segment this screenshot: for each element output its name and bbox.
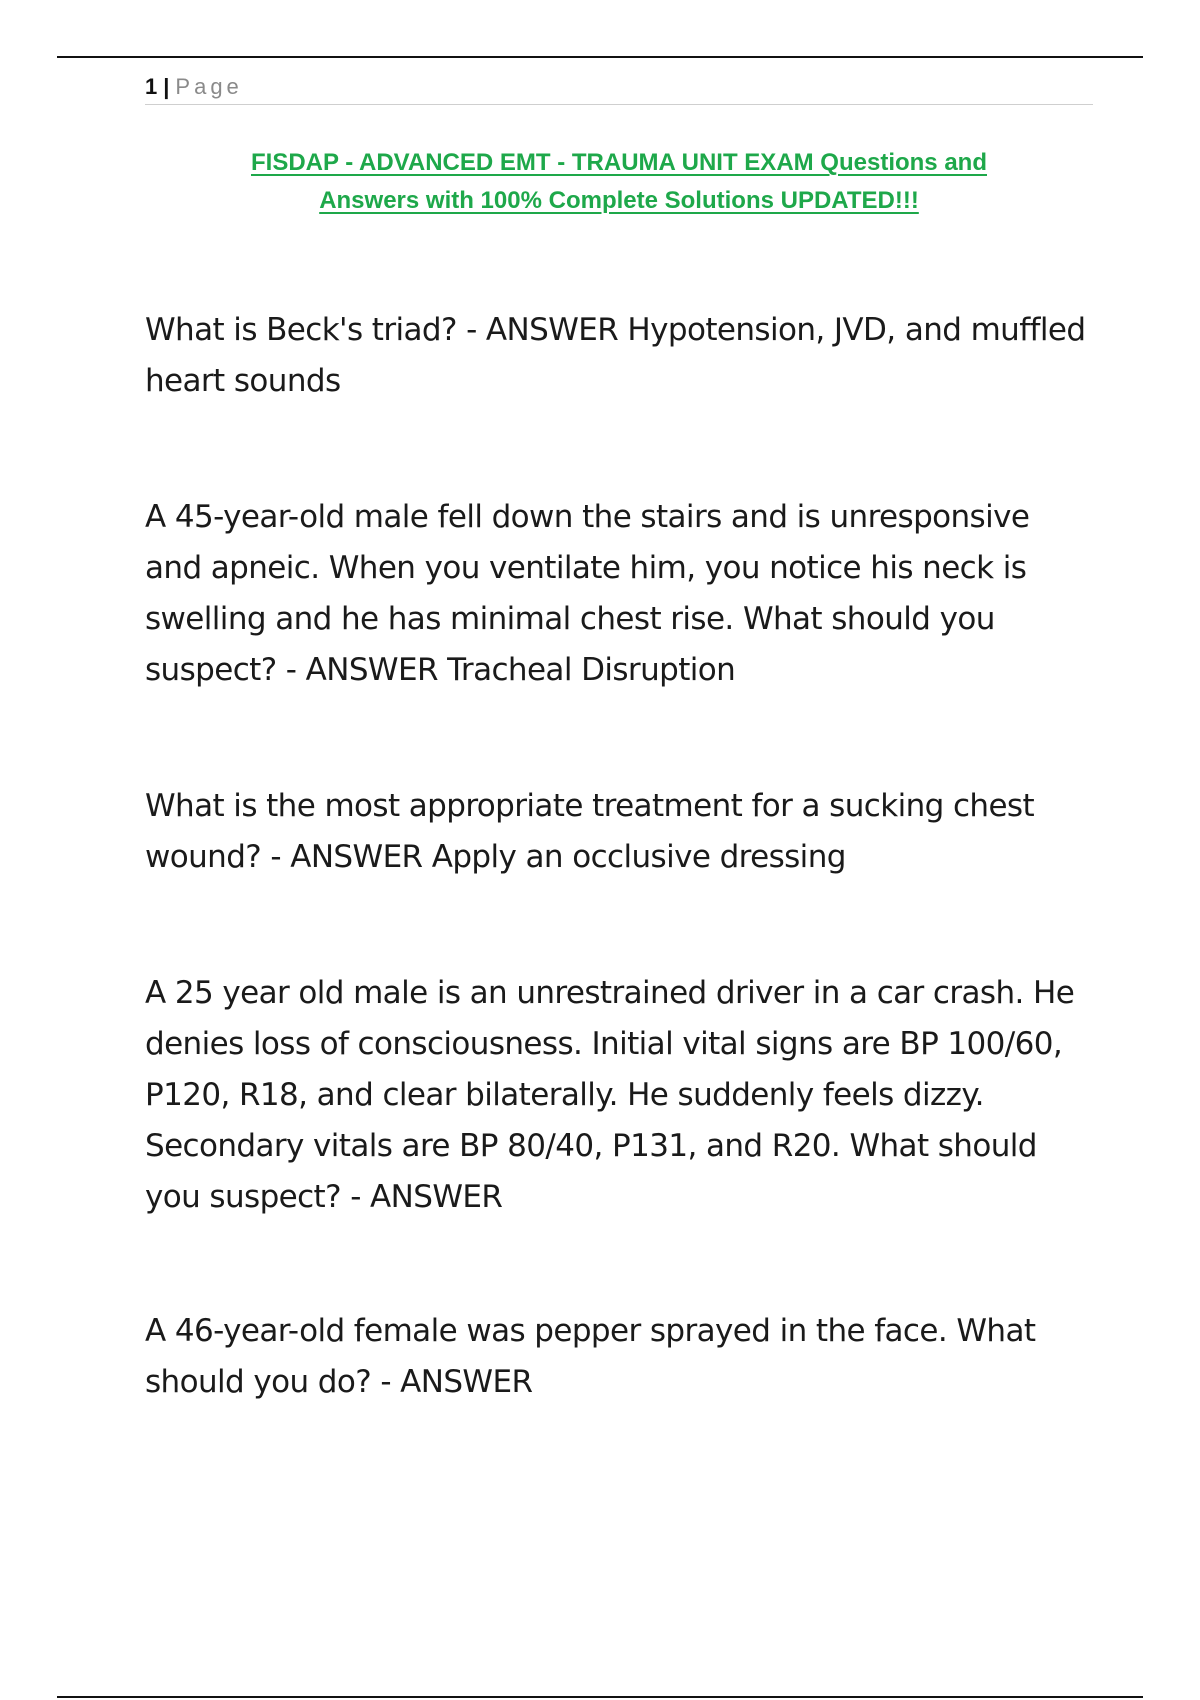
question-answer-1: What is Beck's triad? - ANSWER Hypotension, JVD, and muffled heart sounds <box>145 312 1086 399</box>
top-rule <box>57 56 1143 58</box>
page-number: 1 <box>145 74 158 99</box>
bottom-rule <box>57 1696 1143 1698</box>
page-header <box>145 72 1093 105</box>
document-title-line-1: FISDAP - ADVANCED EMT - TRAUMA UNIT EXAM Questions and <box>250 149 987 176</box>
question-answer-5: A 46-year-old female was pepper sprayed in the face. What should you do? - ANSWER <box>145 1313 1036 1400</box>
question-answer-3: What is the most appropriate treatment for a sucking chest wound? - ANSWER Apply an occlusive dressing <box>145 788 1035 875</box>
question-answer-4: A 25 year old male is an unrestrained driver in a car crash. He denies loss of consciousness. Initial vital signs are BP 100/60, P120, R18, and clear bilaterally. He suddenly feels dizzy. Secondary vitals are BP 80/40, P131, and R20. What should you suspect? - ANSWER <box>145 975 1075 1215</box>
question-answer-2: A 45-year-old male fell down the stairs and is unresponsive and apneic. When you ventilate him, you notice his neck is swelling and he has minimal chest rise. What should you suspect? - ANSWER Tracheal Disruption <box>145 499 1030 688</box>
document-title <box>145 144 1093 220</box>
page-separator: | <box>163 74 170 99</box>
page-label: Page <box>175 74 243 99</box>
document-title-line-2: Answers with 100% Complete Solutions UPDATED!!! <box>319 187 919 214</box>
